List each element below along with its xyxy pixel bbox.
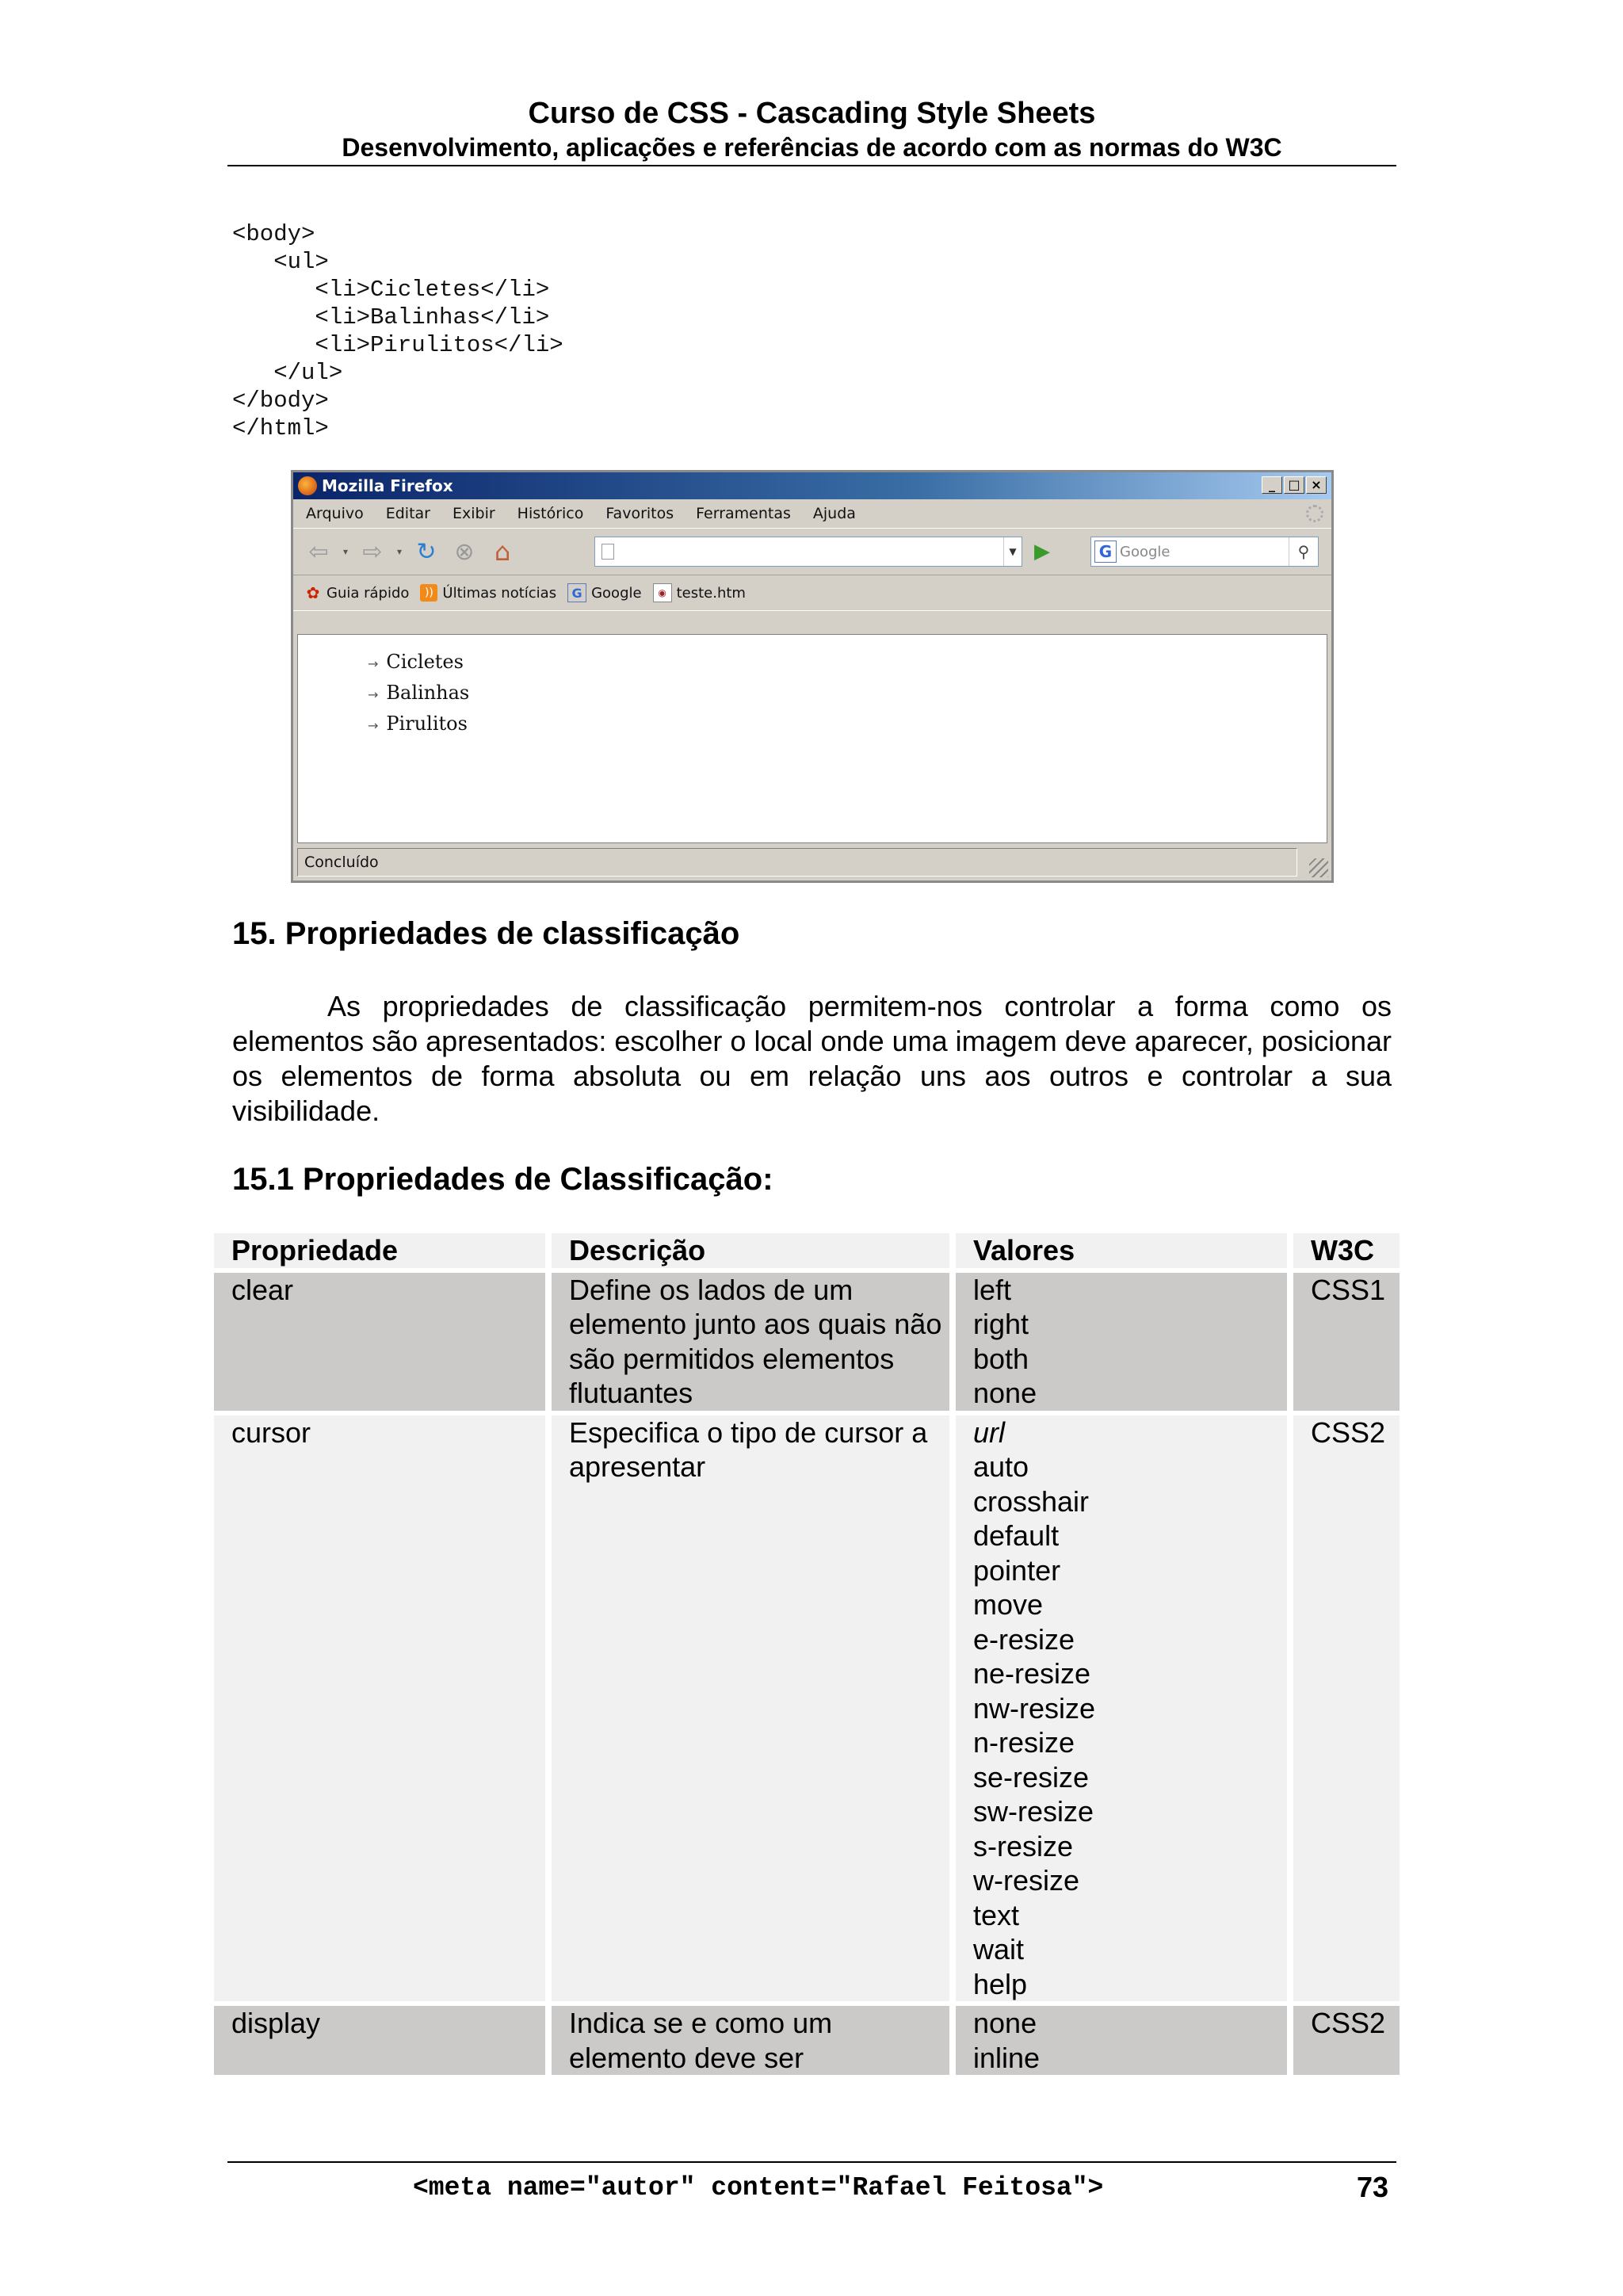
cell-w3c: CSS2 bbox=[1293, 2006, 1400, 2075]
list-item-text: Balinhas bbox=[386, 682, 470, 704]
list-item-text: Cicletes bbox=[386, 651, 464, 673]
guide-icon: ✿ bbox=[306, 583, 320, 602]
browser-title: Mozilla Firefox bbox=[322, 476, 453, 495]
value-item: w-resize bbox=[973, 1864, 1080, 1897]
value-item: text bbox=[973, 1898, 1020, 1931]
firefox-logo-icon bbox=[298, 476, 317, 495]
value-item: nw-resize bbox=[973, 1691, 1096, 1725]
cell-property: display bbox=[214, 2006, 545, 2075]
bookmark-ultimas-noticias[interactable] bbox=[420, 584, 556, 602]
value-item: right bbox=[973, 1308, 1029, 1340]
value-item: n-resize bbox=[973, 1726, 1075, 1759]
value-item: inline bbox=[973, 2041, 1041, 2074]
bookmark-teste[interactable] bbox=[653, 583, 746, 602]
status-bar: Concluído bbox=[297, 848, 1297, 877]
value-item: pointer bbox=[973, 1553, 1061, 1587]
value-item: crosshair bbox=[973, 1484, 1090, 1518]
code-line: <body> bbox=[232, 221, 315, 247]
header-propriedade: Propriedade bbox=[214, 1233, 545, 1268]
url-dropdown-icon[interactable]: ▼ bbox=[1003, 537, 1022, 566]
bookmark-label: Guia rápido bbox=[327, 584, 410, 602]
document-subtitle: Desenvolvimento, aplicações e referências de acordo com as normas do W3C bbox=[342, 133, 1282, 162]
code-line: <li>Balinhas</li> bbox=[232, 304, 550, 330]
table-header-row bbox=[214, 1233, 1400, 1268]
maximize-icon[interactable]: □ bbox=[1284, 476, 1304, 494]
header-w3c: W3C bbox=[1293, 1233, 1400, 1268]
bookmark-google[interactable] bbox=[567, 583, 641, 602]
bookmark-label: teste.htm bbox=[676, 584, 746, 602]
code-line: <ul> bbox=[232, 249, 329, 275]
section-heading: 15. Propriedades de classificação bbox=[232, 916, 740, 951]
code-line: </body> bbox=[232, 388, 329, 414]
cell-description: Especifica o tipo de cursor a apresentar bbox=[552, 1415, 949, 2002]
value-item: e-resize bbox=[973, 1622, 1075, 1656]
back-icon[interactable]: ⇦ bbox=[308, 537, 329, 566]
list-item bbox=[368, 678, 1327, 709]
value-item: move bbox=[973, 1588, 1044, 1621]
section-paragraph bbox=[232, 989, 1392, 1129]
browser-content bbox=[297, 634, 1327, 843]
value-item: ne-resize bbox=[973, 1657, 1091, 1690]
forward-icon[interactable]: ⇨ bbox=[362, 537, 383, 566]
address-bar[interactable] bbox=[594, 537, 1022, 567]
page-icon bbox=[601, 544, 614, 560]
cell-values bbox=[956, 1415, 1287, 2002]
arrow-bullet-icon: → bbox=[368, 718, 379, 733]
document-title: Curso de CSS - Cascading Style Sheets bbox=[528, 97, 1096, 130]
search-placeholder: Google bbox=[1120, 543, 1170, 560]
header-descricao: Descrição bbox=[552, 1233, 949, 1268]
navigation-toolbar bbox=[293, 528, 1331, 575]
google-icon: G bbox=[567, 583, 586, 602]
browser-screenshot bbox=[291, 470, 1334, 883]
menu-item-ferramentas[interactable]: Ferramentas bbox=[696, 505, 791, 522]
forward-dropdown-icon[interactable]: ▾ bbox=[396, 546, 403, 557]
stop-icon[interactable]: ⊗ bbox=[454, 537, 475, 566]
value-item: url bbox=[973, 1415, 1006, 1449]
properties-table bbox=[208, 1228, 1406, 2080]
value-item: sw-resize bbox=[973, 1795, 1094, 1828]
resize-grip-icon[interactable] bbox=[1309, 858, 1328, 877]
bookmark-label: Google bbox=[591, 584, 642, 602]
table-row bbox=[214, 1415, 1400, 2002]
cell-property: cursor bbox=[214, 1415, 545, 2002]
bookmark-label: Últimas notícias bbox=[442, 584, 557, 602]
browser-titlebar bbox=[293, 472, 1331, 499]
code-line: <li>Pirulitos</li> bbox=[232, 332, 563, 358]
page-header bbox=[227, 95, 1396, 163]
menu-item-favoritos[interactable]: Favoritos bbox=[605, 505, 674, 522]
cell-description: Define os lados de um elemento junto aos quais não são permitidos elementos flutuantes bbox=[552, 1273, 949, 1411]
page-number: 73 bbox=[1356, 2171, 1388, 2203]
menu-item-editar[interactable]: Editar bbox=[385, 505, 430, 522]
throbber-icon bbox=[1306, 505, 1323, 522]
footer-rule bbox=[227, 2161, 1396, 2163]
cell-values bbox=[956, 1273, 1287, 1411]
list-item-text: Pirulitos bbox=[386, 712, 468, 735]
window-controls bbox=[1262, 476, 1327, 494]
value-item: left bbox=[973, 1273, 1012, 1306]
page-icon: ◉ bbox=[653, 583, 672, 602]
rendered-list bbox=[298, 635, 1327, 740]
bookmark-guia-rapido[interactable] bbox=[304, 584, 409, 602]
table-row bbox=[214, 2006, 1400, 2075]
value-item: se-resize bbox=[973, 1760, 1090, 1794]
menu-item-exibir[interactable]: Exibir bbox=[452, 505, 495, 522]
cell-w3c: CSS1 bbox=[1293, 1273, 1400, 1411]
cell-w3c: CSS2 bbox=[1293, 1415, 1400, 2002]
subsection-heading: 15.1 Propriedades de Classificação: bbox=[232, 1162, 773, 1197]
arrow-bullet-icon: → bbox=[368, 687, 379, 702]
search-bar[interactable] bbox=[1090, 537, 1319, 567]
paragraph-text: As propriedades de classificação permitem-nos controlar a forma como os elementos são apresentados: escolher o local onde uma imagem deve aparecer, posicionar os elementos de forma absoluta ou em relação uns aos outros e controlar a sua visibilidade. bbox=[232, 990, 1392, 1127]
value-item: none bbox=[973, 2007, 1037, 2039]
close-icon[interactable]: × bbox=[1306, 476, 1327, 494]
value-item: s-resize bbox=[973, 1829, 1074, 1862]
value-item: both bbox=[973, 1342, 1029, 1375]
back-dropdown-icon[interactable]: ▾ bbox=[342, 546, 349, 557]
header-valores: Valores bbox=[956, 1233, 1287, 1268]
arrow-bullet-icon: → bbox=[368, 656, 379, 671]
bookmarks-toolbar bbox=[293, 575, 1331, 611]
minimize-icon[interactable]: _ bbox=[1262, 476, 1282, 494]
code-line: <li>Cicletes</li> bbox=[232, 277, 550, 303]
cell-values bbox=[956, 2006, 1287, 2075]
reload-icon[interactable]: ↻ bbox=[416, 537, 437, 566]
value-item: none bbox=[973, 1377, 1037, 1409]
footer-meta: <meta name="autor" content="Rafael Feitosa"> bbox=[413, 2173, 1104, 2202]
menu-item-arquivo[interactable]: Arquivo bbox=[306, 505, 364, 522]
cell-description: Indica se e como um elemento deve ser bbox=[552, 2006, 949, 2075]
cell-property: clear bbox=[214, 1273, 545, 1411]
code-line: </html> bbox=[232, 415, 329, 441]
value-item: default bbox=[973, 1519, 1060, 1552]
list-item bbox=[368, 709, 1327, 740]
menu-item-ajuda[interactable]: Ajuda bbox=[812, 505, 856, 522]
code-line: </ul> bbox=[232, 360, 343, 386]
rss-icon: )) bbox=[420, 584, 437, 602]
page-footer bbox=[227, 2170, 1396, 2210]
code-listing bbox=[232, 220, 563, 442]
value-item: auto bbox=[973, 1450, 1029, 1483]
menu-bar bbox=[293, 499, 1331, 528]
table-row bbox=[214, 1273, 1400, 1411]
go-icon[interactable]: ▶ bbox=[1034, 540, 1050, 563]
header-rule bbox=[227, 165, 1396, 166]
menu-item-historico[interactable]: Histórico bbox=[517, 505, 584, 522]
home-icon[interactable]: ⌂ bbox=[494, 537, 511, 567]
search-icon[interactable]: ⚲ bbox=[1289, 537, 1318, 566]
list-item bbox=[368, 648, 1327, 678]
value-item: help bbox=[973, 1967, 1028, 2000]
google-engine-icon[interactable]: G bbox=[1094, 541, 1117, 563]
value-item: wait bbox=[973, 1933, 1025, 1966]
